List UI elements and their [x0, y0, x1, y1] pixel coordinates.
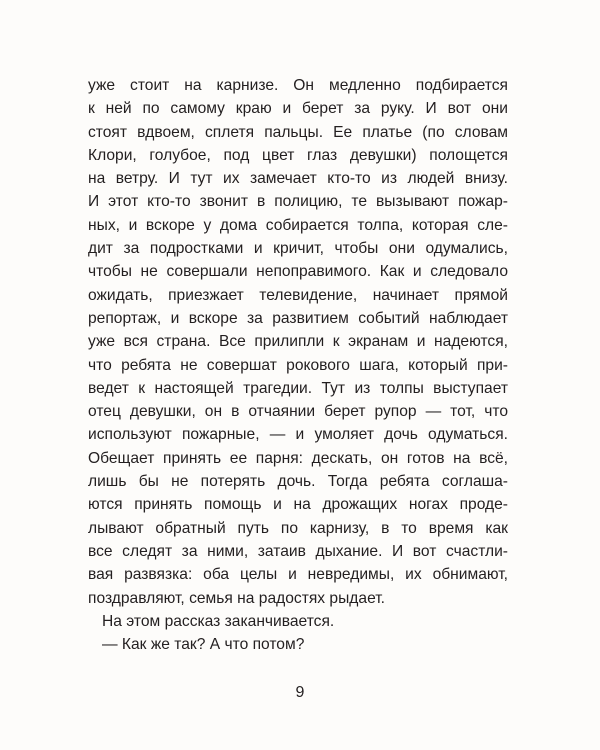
text-line: отец девушки, он в отчаянии берет рупор — тот, что	[88, 403, 508, 421]
text-line: что ребята не совершат рокового шага, который при-	[88, 356, 508, 374]
text-line: Клори, голубое, под цвет глаз девушки) полощется	[88, 146, 508, 164]
text-line: репортаж, и вскоре за развитием событий наблюдает	[88, 309, 508, 327]
text-line: ются принять помощь и на дрожащих ногах проде-	[88, 496, 508, 514]
text-line: уже вся страна. Все прилипли к экранам и надеются,	[88, 333, 508, 351]
text-line: ведет к настоящей трагедии. Тут из толпы выступает	[88, 379, 508, 397]
dialogue-line: — Как же так? А что потом?	[102, 636, 305, 654]
text-line: поздравляют, семья на радостях рыдает.	[88, 589, 385, 607]
text-line: дит за подростками и кричит, чтобы они одумались,	[88, 240, 508, 258]
text-line: используют пожарные, — и умоляет дочь одуматься.	[88, 426, 508, 444]
text-line: ных, и вскоре у дома собирается толпа, которая сле-	[88, 216, 508, 234]
text-line: Обещает принять ее парня: дескать, он готов на всё,	[88, 449, 508, 467]
text-line: лывают обратный путь по карнизу, в то время как	[88, 519, 508, 537]
text-line: к ней по самому краю и берет за руку. И вот они	[88, 100, 508, 118]
text-line: На этом рассказ заканчивается.	[102, 612, 335, 630]
text-line: уже стоит на карнизе. Он медленно подбирается	[88, 77, 508, 94]
page-number: 9	[295, 684, 305, 701]
text-line: на ветру. И тут их замечает кто-то из людей внизу.	[88, 170, 508, 188]
text-line: чтобы не совершали непоправимого. Как и следовало	[88, 263, 508, 281]
text-line: стоят вдвоем, сплетя пальцы. Ее платье (по словам	[88, 123, 508, 141]
body-text	[88, 74, 508, 656]
text-line: все следят за ними, затаив дыхание. И вот счастли-	[88, 542, 508, 560]
text-line: лишь бы не потерять дочь. Тогда ребята соглаша-	[88, 473, 508, 491]
text-line: ожидать, приезжает телевидение, начинает прямой	[88, 286, 508, 304]
text-line: вая развязка: оба целы и невредимы, их обнимают,	[88, 566, 508, 584]
text-line: И этот кто-то звонит в полицию, те вызывают пожар-	[88, 193, 508, 211]
